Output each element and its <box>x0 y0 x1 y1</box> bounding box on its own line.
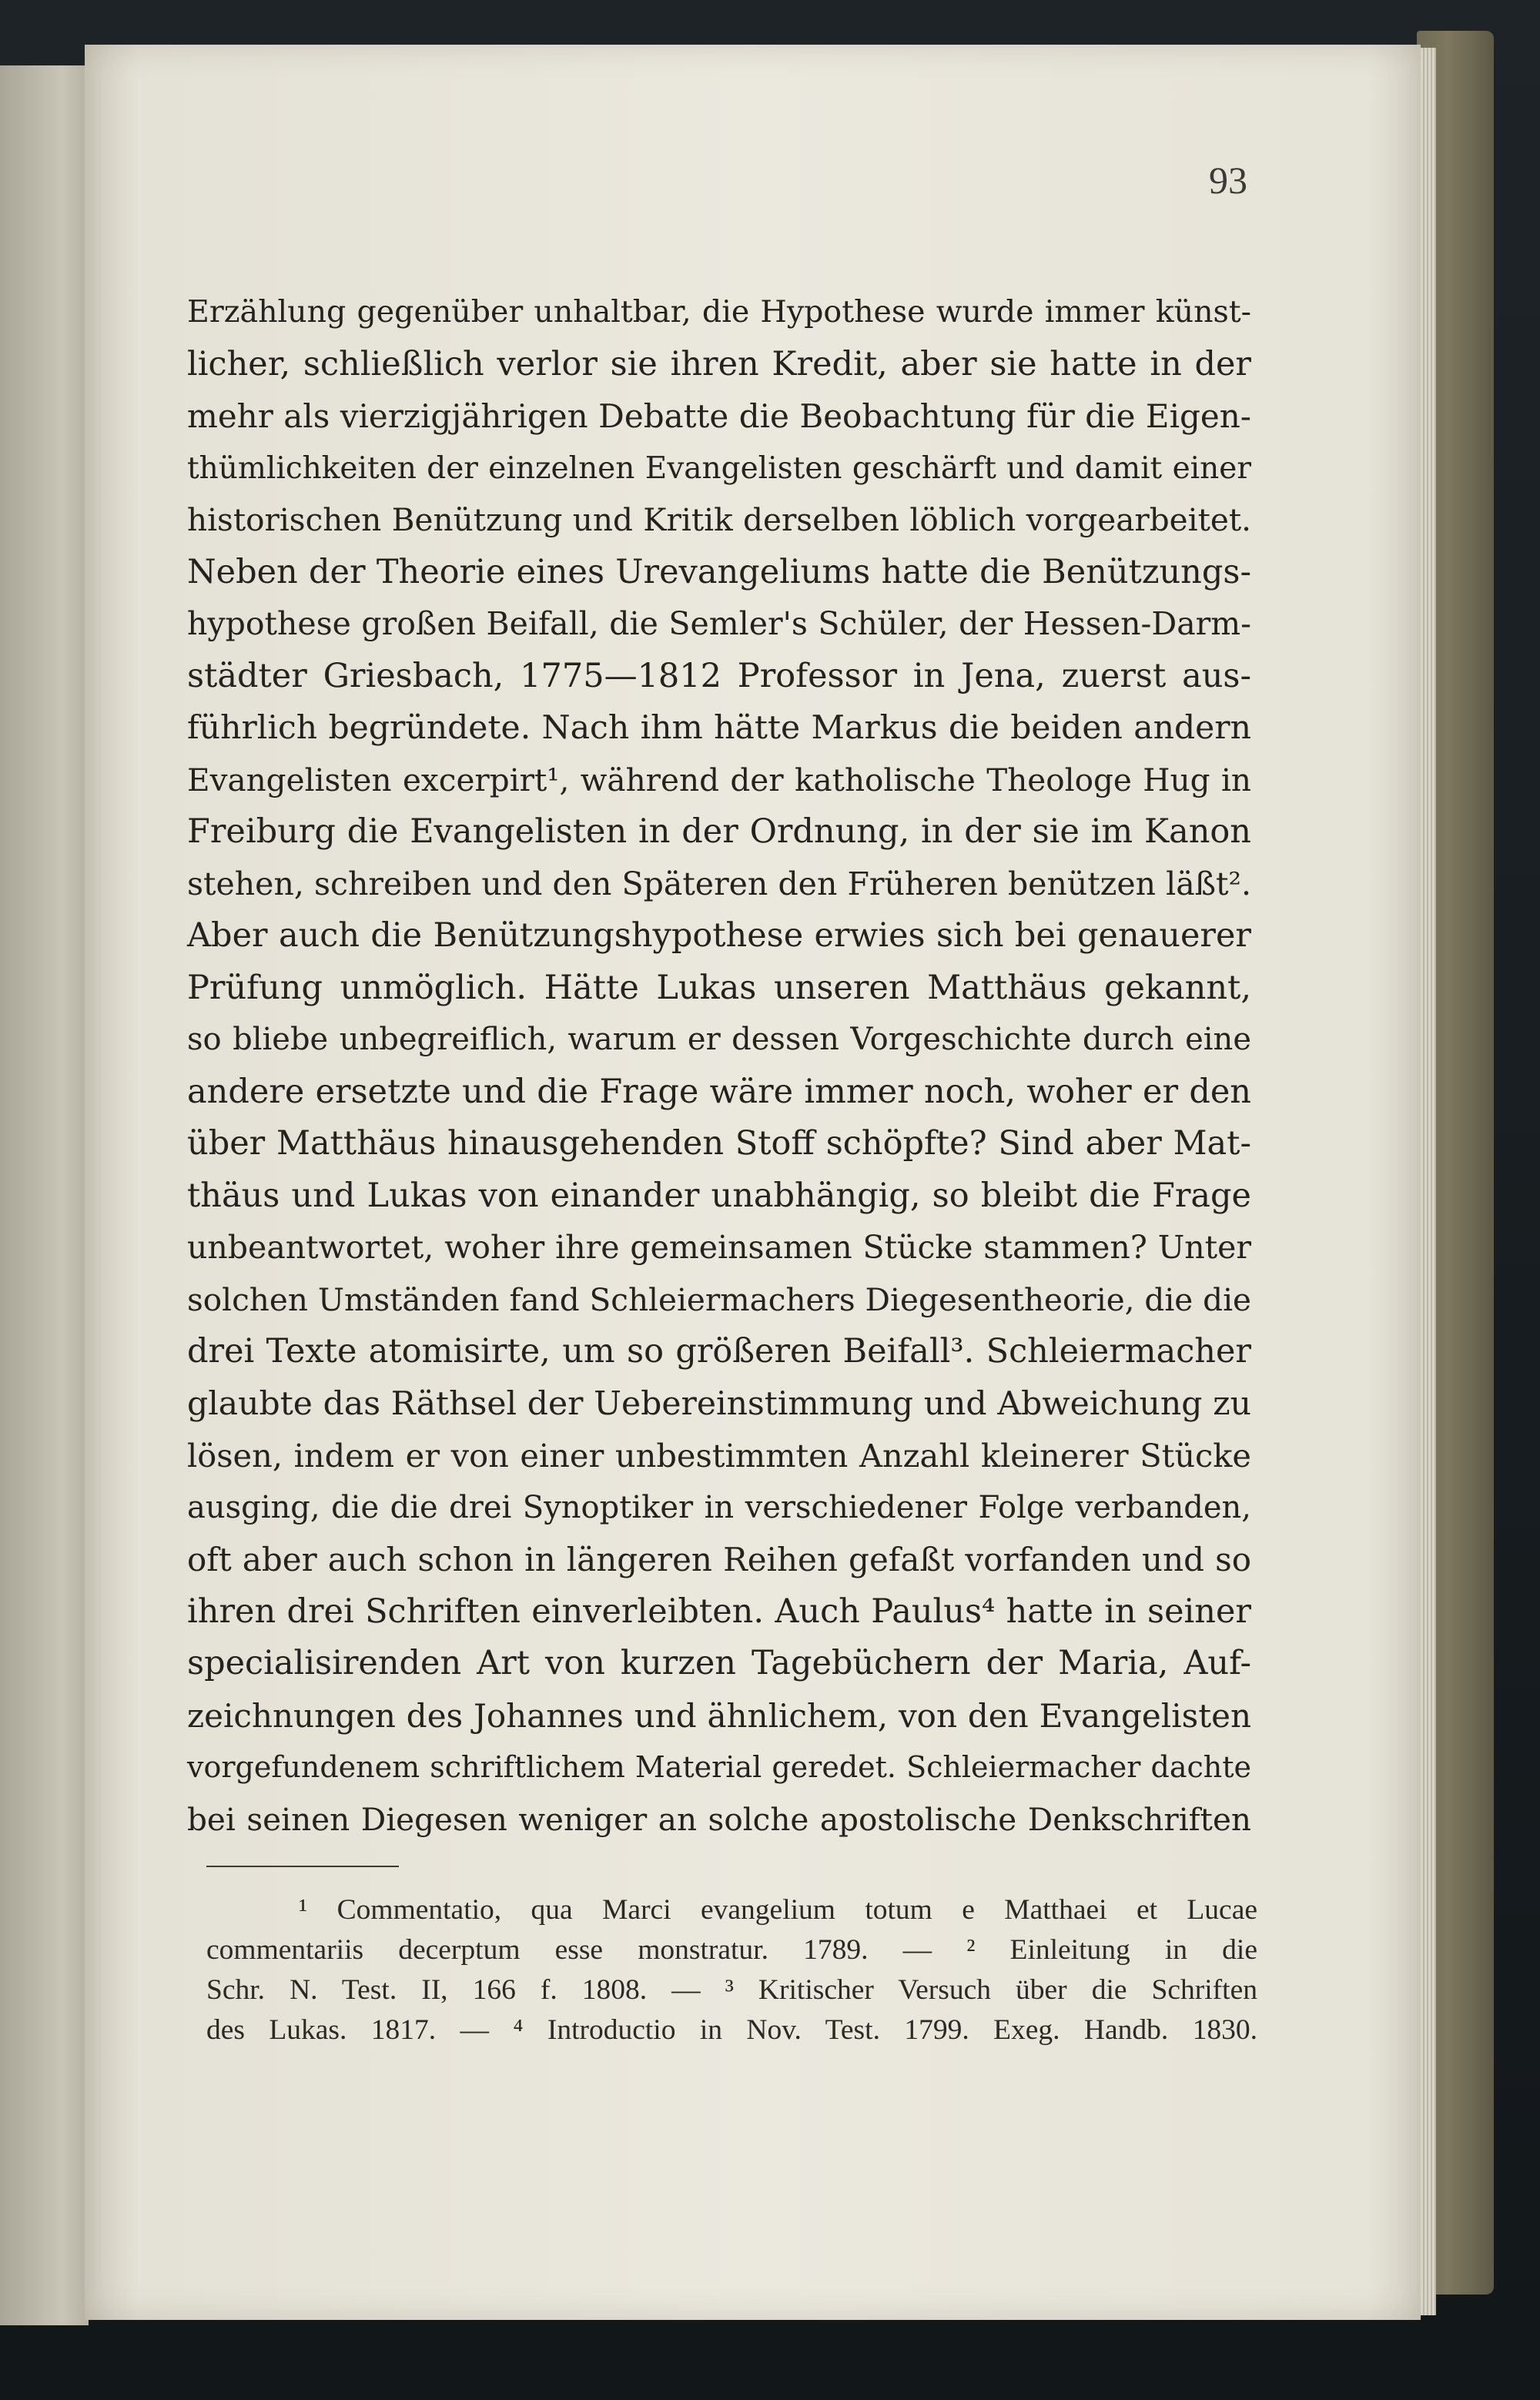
body-text-line: Freiburg die Evangelisten in der Ordnung, in der sie im Kanon <box>187 812 1251 851</box>
body-text-line: mehr als vierzigjährigen Debatte die Beobachtung für die Eigen- <box>187 397 1251 435</box>
body-text-line: licher, schließlich verlor sie ihren Kredit, aber sie hatte in der <box>187 344 1251 383</box>
body-text-line: über Matthäus hinausgehenden Stoff schöpfte? Sind aber Mat- <box>187 1124 1251 1163</box>
body-text-line: Neben der Theorie eines Urevangeliums hatte die Benützungs- <box>187 552 1251 591</box>
footnote-separator <box>206 1866 399 1867</box>
body-text-line: Aber auch die Benützungshypothese erwies sich bei genauerer <box>187 916 1251 955</box>
body-text-line: städter Griesbach, 1775—1812 Professor in Jena, zuerst aus- <box>187 656 1251 695</box>
body-text-line: oft aber auch schon in längeren Reihen gefaßt vorfanden und so <box>187 1541 1251 1578</box>
footnote-line: des Lukas. 1817. — ⁴ Introductio in Nov. Test. 1799. Exeg. Handb. 1830. <box>206 2014 1257 2046</box>
body-text-line: andere ersetzte und die Frage wäre immer noch, woher er den <box>187 1072 1251 1111</box>
footnote-line: ¹ Commentatio, qua Marci evangelium totum e Matthaei et Lucae <box>299 1894 1257 1926</box>
body-text-line: Evangelisten excerpirt¹, während der katholische Theologe Hug in <box>187 761 1251 798</box>
body-text-line: specialisirenden Art von kurzen Tagebüchern der Maria, Auf- <box>187 1644 1251 1682</box>
body-text-line: solchen Umständen fand Schleiermachers Diegesentheorie, die die <box>187 1280 1251 1318</box>
body-text-line: führlich begründete. Nach ihm hätte Markus die beiden andern <box>187 709 1251 747</box>
body-text-line: so bliebe unbegreiflich, warum er dessen Vorgeschichte durch eine <box>187 1022 1251 1057</box>
body-text-line: Prüfung unmöglich. Hätte Lukas unseren Matthäus gekannt, <box>187 968 1251 1007</box>
body-text-line: historischen Benützung und Kritik derselben löblich vorgearbeitet. <box>187 501 1251 538</box>
body-text-line: lösen, indem er von einer unbestimmten Anzahl kleinerer Stücke <box>187 1437 1251 1474</box>
body-text-line: vorgefundenem schriftlichem Material geredet. Schleiermacher dachte <box>187 1750 1251 1784</box>
body-text-line: glaubte das Räthsel der Uebereinstimmung und Abweichung zu <box>187 1384 1251 1423</box>
body-text-line: ihren drei Schriften einverleibten. Auch Paulus⁴ hatte in seiner <box>187 1592 1251 1631</box>
body-text-line: stehen, schreiben und den Späteren den Früheren benützen läßt². <box>187 865 1251 902</box>
footnote-line: Schr. N. Test. II, 166 f. 1808. — ³ Kritischer Versuch über die Schriften <box>206 1974 1257 2006</box>
footnotes <box>206 1890 1257 2050</box>
body-text-line: thümlichkeiten der einzelnen Evangelisten geschärft und damit einer <box>187 450 1251 486</box>
body-text-line: bei seinen Diegesen weniger an solche apostolische Denkschriften <box>187 1800 1251 1838</box>
body-text <box>187 286 1251 1846</box>
body-text-line: thäus und Lukas von einander unabhängig, so bleibt die Frage <box>187 1176 1251 1215</box>
body-text-line: unbeantwortet, woher ihre gemeinsamen Stücke stammen? Unter <box>187 1229 1251 1266</box>
body-text-line: drei Texte atomisirte, um so größeren Beifall³. Schleiermacher <box>187 1332 1251 1371</box>
page-number: 93 <box>1209 159 1247 202</box>
body-text-line: zeichnungen des Johannes und ähnlichem, von den Evangelisten <box>187 1696 1251 1735</box>
body-text-line: Erzählung gegenüber unhaltbar, die Hypothese wurde immer künst- <box>187 294 1251 330</box>
footnote-line: commentariis decerptum esse monstratur. 1789. — ² Einleitung in die <box>206 1934 1257 1966</box>
facing-page-strip <box>0 65 89 2325</box>
body-text-line: hypothese großen Beifall, die Semler's Schüler, der Hessen-Darm- <box>187 605 1251 642</box>
body-text-line: ausging, die die drei Synoptiker in verschiedener Folge verbanden, <box>187 1489 1251 1525</box>
